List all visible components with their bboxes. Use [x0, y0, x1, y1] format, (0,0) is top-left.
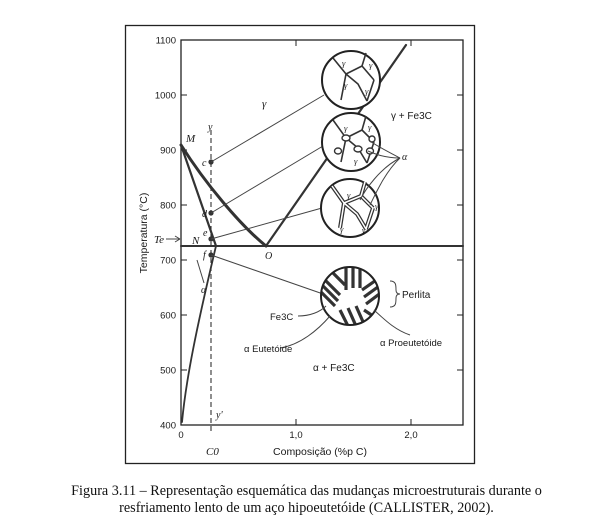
point-m-label: M — [186, 133, 196, 145]
y-tick-label: 800 — [160, 200, 176, 212]
y-tick-label: 900 — [160, 145, 176, 157]
te-label: Te — [154, 234, 164, 246]
point-f-label: f — [203, 250, 206, 261]
y-axis-label: Temperatura (°C) — [138, 192, 150, 274]
perlita-brace — [390, 281, 400, 307]
plot-frame — [126, 26, 475, 464]
y-axis-ticks — [155, 36, 463, 432]
micro-circle-3 — [321, 179, 379, 237]
c2-g2: γ — [368, 122, 372, 132]
region-alpha-side: α — [201, 285, 207, 296]
y-tick-label: 600 — [160, 310, 176, 322]
x-tick-label: 2,0 — [404, 430, 418, 441]
alpha-proeutetoide-label: α Proeutetóide — [380, 338, 443, 349]
c2-g1: γ — [344, 123, 348, 133]
alpha-eutetoide-label: α Eutetóide — [244, 344, 293, 355]
c1-g3: γ — [344, 80, 348, 90]
alpha-callout-label: α — [402, 152, 408, 163]
figure-caption — [0, 483, 613, 517]
x-axis-label: Composição (%p C) — [273, 446, 367, 458]
fe3c-label: Fe3C — [270, 312, 294, 323]
c3-g3: γ — [340, 224, 344, 234]
region-gamma: γ — [262, 98, 267, 110]
region-gamma-fe3c: γ + Fe3C — [391, 111, 432, 122]
c1-g4: γ — [365, 86, 369, 96]
a3-line — [181, 145, 266, 246]
point-e-label: e — [203, 228, 208, 239]
y-bottom-label: y' — [216, 410, 223, 421]
y-tick-label: 1100 — [155, 35, 176, 47]
point-o-label: O — [265, 251, 273, 262]
point-n-label: N — [192, 235, 200, 247]
region-alpha-fe3c: α + Fe3C — [313, 363, 355, 374]
y-tick-label: 500 — [160, 365, 176, 377]
y-tick-label: 700 — [160, 255, 176, 267]
x-tick-label: 0 — [178, 430, 184, 441]
point-d-label: d — [202, 209, 207, 220]
alpha-ferrite-pointer — [197, 260, 204, 283]
point-c-label: c — [202, 158, 207, 169]
leader-lines — [211, 95, 326, 295]
c3-g4: γ — [362, 225, 366, 235]
c1-g2: γ — [369, 60, 373, 70]
y-tick-label: 1000 — [154, 90, 176, 102]
c1-g1: γ — [342, 58, 346, 68]
caption-line-2: resfriamento lento de um aço hipoeutetóide (CALLISTER, 2002). — [119, 500, 494, 516]
c0-label: C0 — [206, 446, 219, 458]
x-tick-label: 1,0 — [289, 430, 303, 441]
caption-line-1: Figura 3.11 – Representação esquemática das mudanças microestruturais durante o — [71, 483, 542, 499]
y-top-label: y — [208, 122, 213, 133]
y-tick-label: 400 — [160, 420, 176, 432]
perlita-label: Perlita — [402, 290, 431, 301]
c3-g2: γ — [375, 201, 379, 211]
c2-g3: γ — [354, 156, 358, 166]
c3-g1: γ — [347, 190, 351, 200]
